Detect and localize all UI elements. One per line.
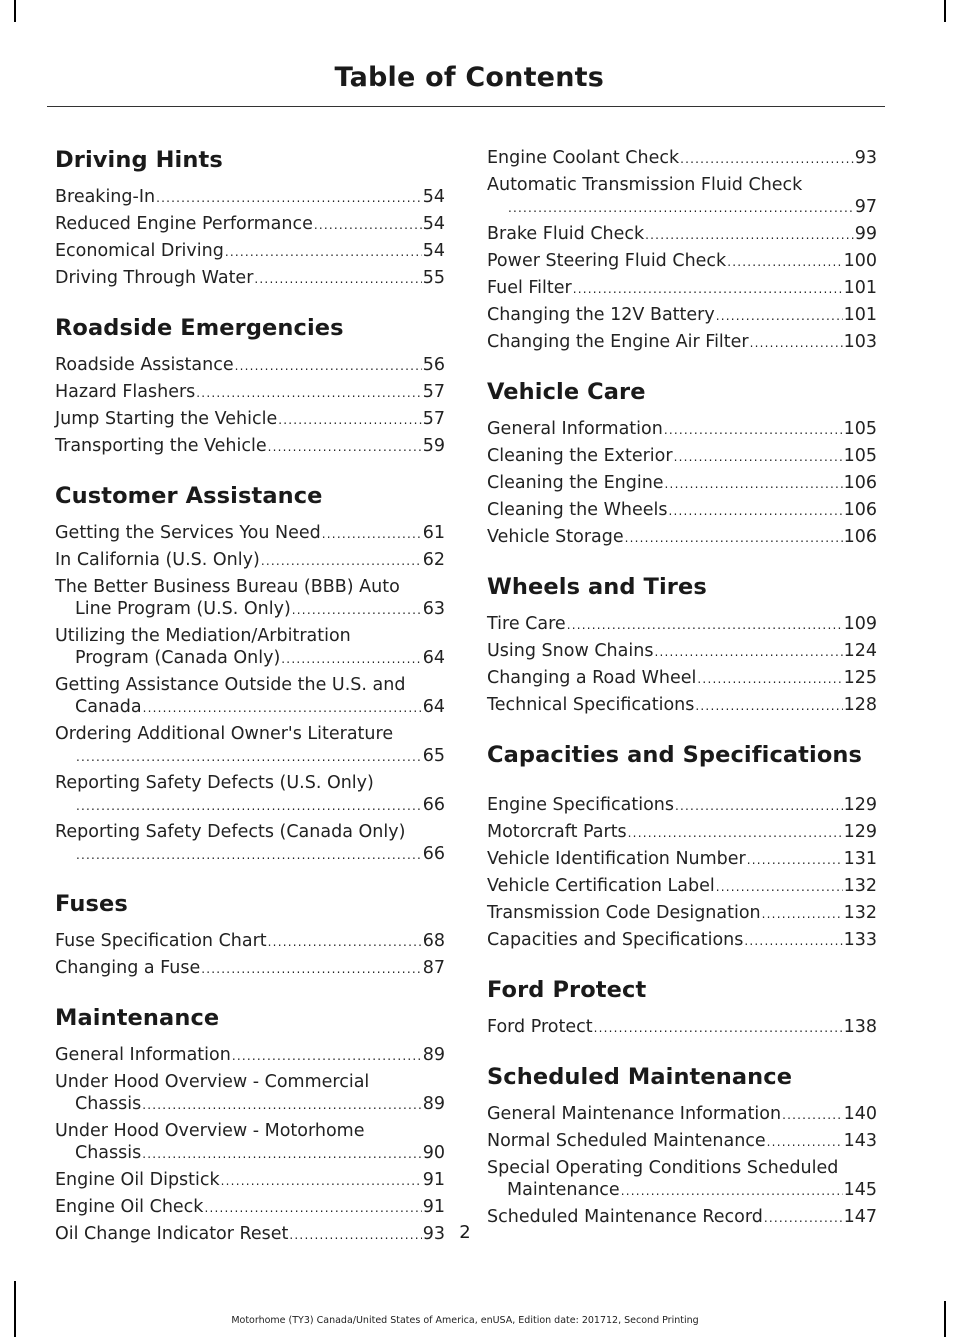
toc-entry-line [487, 902, 877, 925]
toc-entry-title: Engine Coolant Check [487, 148, 680, 168]
dot-leader [143, 696, 422, 719]
section-gap [487, 358, 877, 378]
toc-entry-line [487, 848, 877, 871]
title-divider [47, 106, 885, 107]
toc-entry-title: Fuse Specification Chart [55, 931, 267, 951]
toc-entry-line [55, 1093, 445, 1116]
section-gap [55, 294, 445, 314]
toc-entry-line [487, 929, 877, 952]
toc-entry[interactable] [487, 613, 877, 636]
crop-mark-top-right [944, 0, 946, 22]
dot-leader [196, 381, 421, 404]
section-gap [487, 956, 877, 976]
toc-page-number: 93 [422, 1224, 445, 1244]
toc-entry[interactable] [487, 147, 877, 170]
toc-entry-line [55, 186, 445, 209]
toc-entry[interactable] [487, 694, 877, 717]
toc-entry-line [55, 1142, 445, 1165]
dot-leader [278, 408, 422, 431]
dot-leader [232, 1044, 422, 1067]
toc-page-number: 105 [843, 446, 877, 466]
dot-leader [664, 418, 843, 441]
toc-entry[interactable] [55, 213, 445, 236]
toc-entry-title: Maintenance [507, 1180, 620, 1200]
toc-page-number: 54 [422, 187, 445, 207]
dot-leader [680, 147, 854, 170]
toc-entry-title: Chassis [75, 1143, 142, 1163]
toc-entry[interactable] [487, 223, 877, 246]
toc-page-number: 63 [422, 599, 445, 619]
dot-leader [76, 745, 422, 768]
toc-entry[interactable] [487, 1016, 877, 1039]
toc-entry-line [487, 526, 877, 549]
dot-leader [625, 526, 843, 549]
toc-entry-line [487, 223, 877, 246]
toc-entry-title: Getting Assistance Outside the U.S. and [55, 675, 406, 695]
toc-entry-title: Ordering Additional Owner's Literature [55, 724, 394, 744]
section-heading: Capacities and Specifications [487, 742, 863, 768]
toc-page-number: 65 [422, 746, 445, 766]
toc-entry-line [55, 1196, 445, 1219]
dot-leader [142, 1142, 421, 1165]
toc-entry[interactable] [487, 418, 877, 441]
toc-page-number: 132 [843, 903, 877, 923]
dot-leader [76, 794, 422, 817]
toc-entry-title: Automatic Transmission Fluid Check [487, 175, 803, 195]
toc-entry-title: General Information [487, 419, 663, 439]
toc-entry-line [55, 930, 445, 953]
toc-entry-title: Special Operating Conditions Scheduled [487, 1158, 839, 1178]
toc-entry[interactable] [487, 499, 877, 522]
dot-leader [744, 929, 842, 952]
toc-entry-title: Reporting Safety Defects (Canada Only) [55, 822, 406, 842]
toc-entry-line [55, 354, 445, 377]
toc-entry-title: Engine Oil Dipstick [55, 1170, 220, 1190]
toc-entry-title: Capacities and Specifications [487, 930, 744, 950]
toc-entry[interactable] [487, 526, 877, 549]
dot-leader [594, 1016, 843, 1039]
toc-entry-line [487, 640, 877, 663]
toc-entry-line [55, 213, 445, 236]
section-gap [55, 870, 445, 890]
toc-entry-line [487, 694, 877, 717]
toc-entry-title: Scheduled Maintenance Record [487, 1207, 763, 1227]
toc-entry-title: Engine Oil Check [55, 1197, 204, 1217]
dot-leader [665, 472, 843, 495]
toc-entry-line [55, 696, 445, 719]
dot-leader [221, 1169, 422, 1192]
toc-entry-line [55, 522, 445, 545]
toc-page-number: 64 [422, 697, 445, 717]
toc-entry[interactable] [55, 186, 445, 209]
dot-leader [654, 640, 842, 663]
page-number: 2 [459, 1222, 471, 1243]
toc-page-number: 59 [422, 436, 445, 456]
toc-entry-line [487, 875, 877, 898]
toc-page-number: 91 [422, 1170, 445, 1190]
dot-leader [254, 267, 421, 290]
page-title: Table of Contents [334, 62, 604, 93]
toc-entry-line [55, 435, 445, 458]
toc-page-number: 106 [843, 500, 877, 520]
toc-entry-line [487, 499, 877, 522]
toc-entry[interactable] [487, 848, 877, 871]
toc-entry-title: Changing a Fuse [55, 958, 201, 978]
dot-leader [281, 647, 421, 670]
toc-entry-line [487, 1179, 877, 1202]
toc-page-number: 99 [854, 224, 877, 244]
toc-entry[interactable] [55, 625, 445, 670]
toc-entry-title: Vehicle Storage [487, 527, 624, 547]
toc-entry-line [487, 174, 877, 196]
toc-entry[interactable] [55, 723, 445, 768]
toc-entry-line [487, 821, 877, 844]
toc-entry[interactable] [55, 381, 445, 404]
toc-entry-line [487, 1130, 877, 1153]
toc-entry-title: The Better Business Bureau (BBB) Auto [55, 577, 400, 597]
toc-entry-title: General Information [55, 1045, 231, 1065]
toc-page-number: 125 [843, 668, 877, 688]
toc-entry[interactable] [487, 174, 877, 219]
toc-entry-line [55, 549, 445, 572]
toc-entry[interactable] [55, 930, 445, 953]
crop-mark-bottom-right [944, 1301, 946, 1337]
dot-leader [675, 794, 843, 817]
toc-entry-line [487, 147, 877, 170]
toc-entry-title: Under Hood Overview - Motorhome [55, 1121, 365, 1141]
toc-entry-title: Cleaning the Engine [487, 473, 664, 493]
toc-page-number: 143 [843, 1131, 877, 1151]
section-gap [55, 462, 445, 482]
section-gap [487, 553, 877, 573]
toc-entry[interactable] [55, 408, 445, 431]
toc-entry[interactable] [55, 1044, 445, 1067]
dot-leader [628, 821, 843, 844]
toc-entry-line [55, 1120, 445, 1142]
section-gap [487, 1043, 877, 1063]
toc-entry-line [487, 418, 877, 441]
dot-leader [322, 522, 422, 545]
dot-leader [645, 223, 854, 246]
toc-entry-title: Normal Scheduled Maintenance [487, 1131, 766, 1151]
toc-page-number: 61 [422, 523, 445, 543]
dot-leader [268, 930, 422, 953]
section-gap [55, 984, 445, 1004]
section-gap [487, 721, 877, 741]
toc-entry[interactable] [55, 1071, 445, 1116]
toc-entry-line [55, 745, 445, 768]
dot-leader [268, 435, 422, 458]
toc-entry[interactable] [55, 1169, 445, 1192]
toc-page-number: 131 [843, 849, 877, 869]
section-heading: Scheduled Maintenance [487, 1064, 793, 1090]
toc-entry[interactable] [487, 331, 877, 354]
toc-entry-line [55, 598, 445, 621]
toc-page-number: 109 [843, 614, 877, 634]
toc-entry[interactable] [55, 957, 445, 980]
section-heading: Driving Hints [55, 147, 223, 173]
toc-entry-title: Power Steering Fluid Check [487, 251, 727, 271]
toc-entry-title: Transmission Code Designation [487, 903, 761, 923]
toc-entry-title: Breaking-In [55, 187, 156, 207]
toc-entry-title: Changing the Engine Air Filter [487, 332, 749, 352]
toc-entry-title: General Maintenance Information [487, 1104, 782, 1124]
toc-entry-line [487, 277, 877, 300]
toc-page-number: 129 [843, 822, 877, 842]
toc-entry-line [487, 1103, 877, 1126]
toc-entry-title: Chassis [75, 1094, 142, 1114]
toc-page-number: 66 [422, 795, 445, 815]
toc-left-column [55, 146, 445, 1250]
crop-mark-top-left [14, 0, 16, 22]
crop-mark-bottom-left [14, 1281, 16, 1337]
dot-leader [674, 445, 843, 468]
toc-page-number: 133 [843, 930, 877, 950]
section-heading: Customer Assistance [55, 483, 323, 509]
toc-entry-line [55, 957, 445, 980]
toc-entry-title: Cleaning the Wheels [487, 500, 668, 520]
section-heading: Ford Protect [487, 977, 647, 1003]
toc-entry[interactable] [487, 304, 877, 327]
toc-entry-line [487, 472, 877, 495]
toc-entry-title: Transporting the Vehicle [55, 436, 267, 456]
toc-entry-title: Utilizing the Mediation/Arbitration [55, 626, 351, 646]
toc-entry[interactable] [55, 821, 445, 866]
toc-entry-title: Hazard Flashers [55, 382, 196, 402]
toc-page-number: 68 [422, 931, 445, 951]
toc-entry[interactable] [487, 472, 877, 495]
toc-entry-title: Roadside Assistance [55, 355, 234, 375]
toc-entry-line [487, 667, 877, 690]
dot-leader [782, 1103, 843, 1126]
dot-leader [261, 549, 422, 572]
toc-entry[interactable] [487, 1157, 877, 1202]
toc-entry-line [55, 1071, 445, 1093]
dot-leader [567, 613, 843, 636]
toc-entry-title: Tire Care [487, 614, 566, 634]
toc-entry-line [55, 576, 445, 598]
dot-leader [762, 902, 843, 925]
toc-entry-title: In California (U.S. Only) [55, 550, 260, 570]
toc-entry[interactable] [487, 277, 877, 300]
toc-entry-line [55, 647, 445, 670]
toc-entry[interactable] [55, 522, 445, 545]
dot-leader [747, 848, 843, 871]
toc-page-number: 64 [422, 648, 445, 668]
toc-page-number: 128 [843, 695, 877, 715]
toc-page-number: 129 [843, 795, 877, 815]
dot-leader [225, 240, 422, 263]
toc-page-number: 140 [843, 1104, 877, 1124]
toc-entry-line [55, 674, 445, 696]
toc-page-number: 138 [843, 1017, 877, 1037]
dot-leader [668, 499, 842, 522]
toc-entry-line [55, 843, 445, 866]
toc-page-number: 124 [843, 641, 877, 661]
toc-entry[interactable] [487, 794, 877, 817]
toc-entry-title: Ford Protect [487, 1017, 593, 1037]
section-heading: Vehicle Care [487, 379, 646, 405]
toc-entry-line [55, 381, 445, 404]
toc-page-number: 54 [422, 214, 445, 234]
dot-leader [697, 667, 842, 690]
toc-page-number: 55 [422, 268, 445, 288]
toc-entry-title: Cleaning the Exterior [487, 446, 673, 466]
toc-entry-line [487, 445, 877, 468]
toc-entry-title: Engine Specifications [487, 795, 675, 815]
toc-entry-title: Technical Specifications [487, 695, 695, 715]
toc-page-number: 57 [422, 382, 445, 402]
toc-page-number: 106 [843, 527, 877, 547]
toc-entry[interactable] [55, 435, 445, 458]
toc-entry[interactable] [55, 1120, 445, 1165]
dot-leader [314, 213, 422, 236]
toc-entry[interactable] [487, 250, 877, 273]
toc-entry[interactable] [487, 1130, 877, 1153]
dot-leader [767, 1130, 843, 1153]
toc-page-number: 132 [843, 876, 877, 896]
dot-leader [621, 1179, 843, 1202]
toc-entry-line [487, 1157, 877, 1179]
toc-page-number: 93 [854, 148, 877, 168]
toc-page-number: 103 [843, 332, 877, 352]
toc-entry[interactable] [55, 772, 445, 817]
toc-entry[interactable] [487, 1103, 877, 1126]
toc-entry[interactable] [55, 549, 445, 572]
toc-entry[interactable] [55, 674, 445, 719]
dot-leader [716, 304, 843, 327]
toc-entry[interactable] [487, 445, 877, 468]
toc-page-number: 97 [854, 197, 877, 217]
toc-entry[interactable] [55, 1196, 445, 1219]
toc-page-number: 87 [422, 958, 445, 978]
toc-entry[interactable] [55, 240, 445, 263]
toc-entry-title: Using Snow Chains [487, 641, 654, 661]
toc-entry-title: Reduced Engine Performance [55, 214, 313, 234]
toc-entry-line [487, 613, 877, 636]
section-heading: Maintenance [55, 1005, 220, 1031]
dot-leader [727, 250, 842, 273]
section-heading: Fuses [55, 891, 128, 917]
toc-entry-title: Changing a Road Wheel [487, 668, 697, 688]
toc-entry-line [55, 1169, 445, 1192]
toc-entry-line [55, 240, 445, 263]
dot-leader [292, 598, 422, 621]
toc-page-number: 91 [422, 1197, 445, 1217]
toc-page-number: 147 [843, 1207, 877, 1227]
toc-page-number: 101 [843, 278, 877, 298]
toc-entry-title: Motorcraft Parts [487, 822, 627, 842]
toc-entry-line [55, 267, 445, 290]
toc-page-number: 100 [843, 251, 877, 271]
toc-entry-line [55, 772, 445, 794]
toc-entry-line [487, 250, 877, 273]
toc-entry[interactable] [487, 929, 877, 952]
toc-entry-title: Getting the Services You Need [55, 523, 321, 543]
toc-entry[interactable] [55, 267, 445, 290]
toc-entry-title: Oil Change Indicator Reset [55, 1224, 289, 1244]
toc-entry[interactable] [487, 821, 877, 844]
toc-entry-title: Program (Canada Only) [75, 648, 281, 668]
toc-entry-title: Economical Driving [55, 241, 224, 261]
toc-entry-line [55, 408, 445, 431]
toc-entry-title: Brake Fluid Check [487, 224, 645, 244]
toc-entry-title: Line Program (U.S. Only) [75, 599, 291, 619]
dot-leader [716, 875, 843, 898]
toc-page-number: 105 [843, 419, 877, 439]
toc-entry-title: Jump Starting the Vehicle [55, 409, 278, 429]
toc-page-number: 62 [422, 550, 445, 570]
dot-leader [201, 957, 421, 980]
dot-leader [235, 354, 422, 377]
toc-entry-line [487, 1016, 877, 1039]
toc-entry[interactable] [487, 667, 877, 690]
toc-entry-title: Under Hood Overview - Commercial [55, 1072, 370, 1092]
dot-leader [750, 331, 843, 354]
dot-leader [156, 186, 422, 209]
toc-entry[interactable] [55, 576, 445, 621]
toc-entry[interactable] [487, 640, 877, 663]
toc-page-number: 106 [843, 473, 877, 493]
toc-entry-title: Vehicle Certification Label [487, 876, 715, 896]
section-heading: Wheels and Tires [487, 574, 707, 600]
toc-entry-title: Reporting Safety Defects (U.S. Only) [55, 773, 374, 793]
toc-entry-line [55, 625, 445, 647]
toc-right-column [487, 147, 877, 1233]
section-heading: Roadside Emergencies [55, 315, 344, 341]
toc-entry[interactable] [487, 875, 877, 898]
toc-entry-line [487, 794, 877, 817]
toc-entry-line [55, 821, 445, 843]
toc-page-number: 56 [422, 355, 445, 375]
toc-page-number: 54 [422, 241, 445, 261]
toc-entry-line [55, 723, 445, 745]
toc-entry-line [487, 304, 877, 327]
toc-page-number: 90 [422, 1143, 445, 1163]
toc-entry-title: Fuel Filter [487, 278, 572, 298]
toc-entry-line [55, 794, 445, 817]
toc-entry[interactable] [55, 354, 445, 377]
toc-entry-line [55, 1044, 445, 1067]
dot-leader [142, 1093, 421, 1116]
toc-entry-title: Canada [75, 697, 142, 717]
toc-entry-title: Changing the 12V Battery [487, 305, 715, 325]
toc-page-number: 145 [843, 1180, 877, 1200]
toc-page-number: 66 [422, 844, 445, 864]
page-footer: Motorhome (TY3) Canada/United States of America, enUSA, Edition date: 201712, Second Printing [231, 1315, 699, 1326]
dot-leader [573, 277, 843, 300]
toc-entry-title: Vehicle Identification Number [487, 849, 746, 869]
dot-leader [76, 843, 422, 866]
toc-page-number: 89 [422, 1094, 445, 1114]
toc-page-number: 57 [422, 409, 445, 429]
toc-page-number: 101 [843, 305, 877, 325]
toc-entry-line [487, 331, 877, 354]
toc-entry[interactable] [487, 902, 877, 925]
toc-entry-title: Driving Through Water [55, 268, 254, 288]
dot-leader [204, 1196, 421, 1219]
toc-entry-line [487, 196, 877, 219]
toc-page-number: 89 [422, 1045, 445, 1065]
dot-leader [508, 196, 854, 219]
dot-leader [695, 694, 842, 717]
